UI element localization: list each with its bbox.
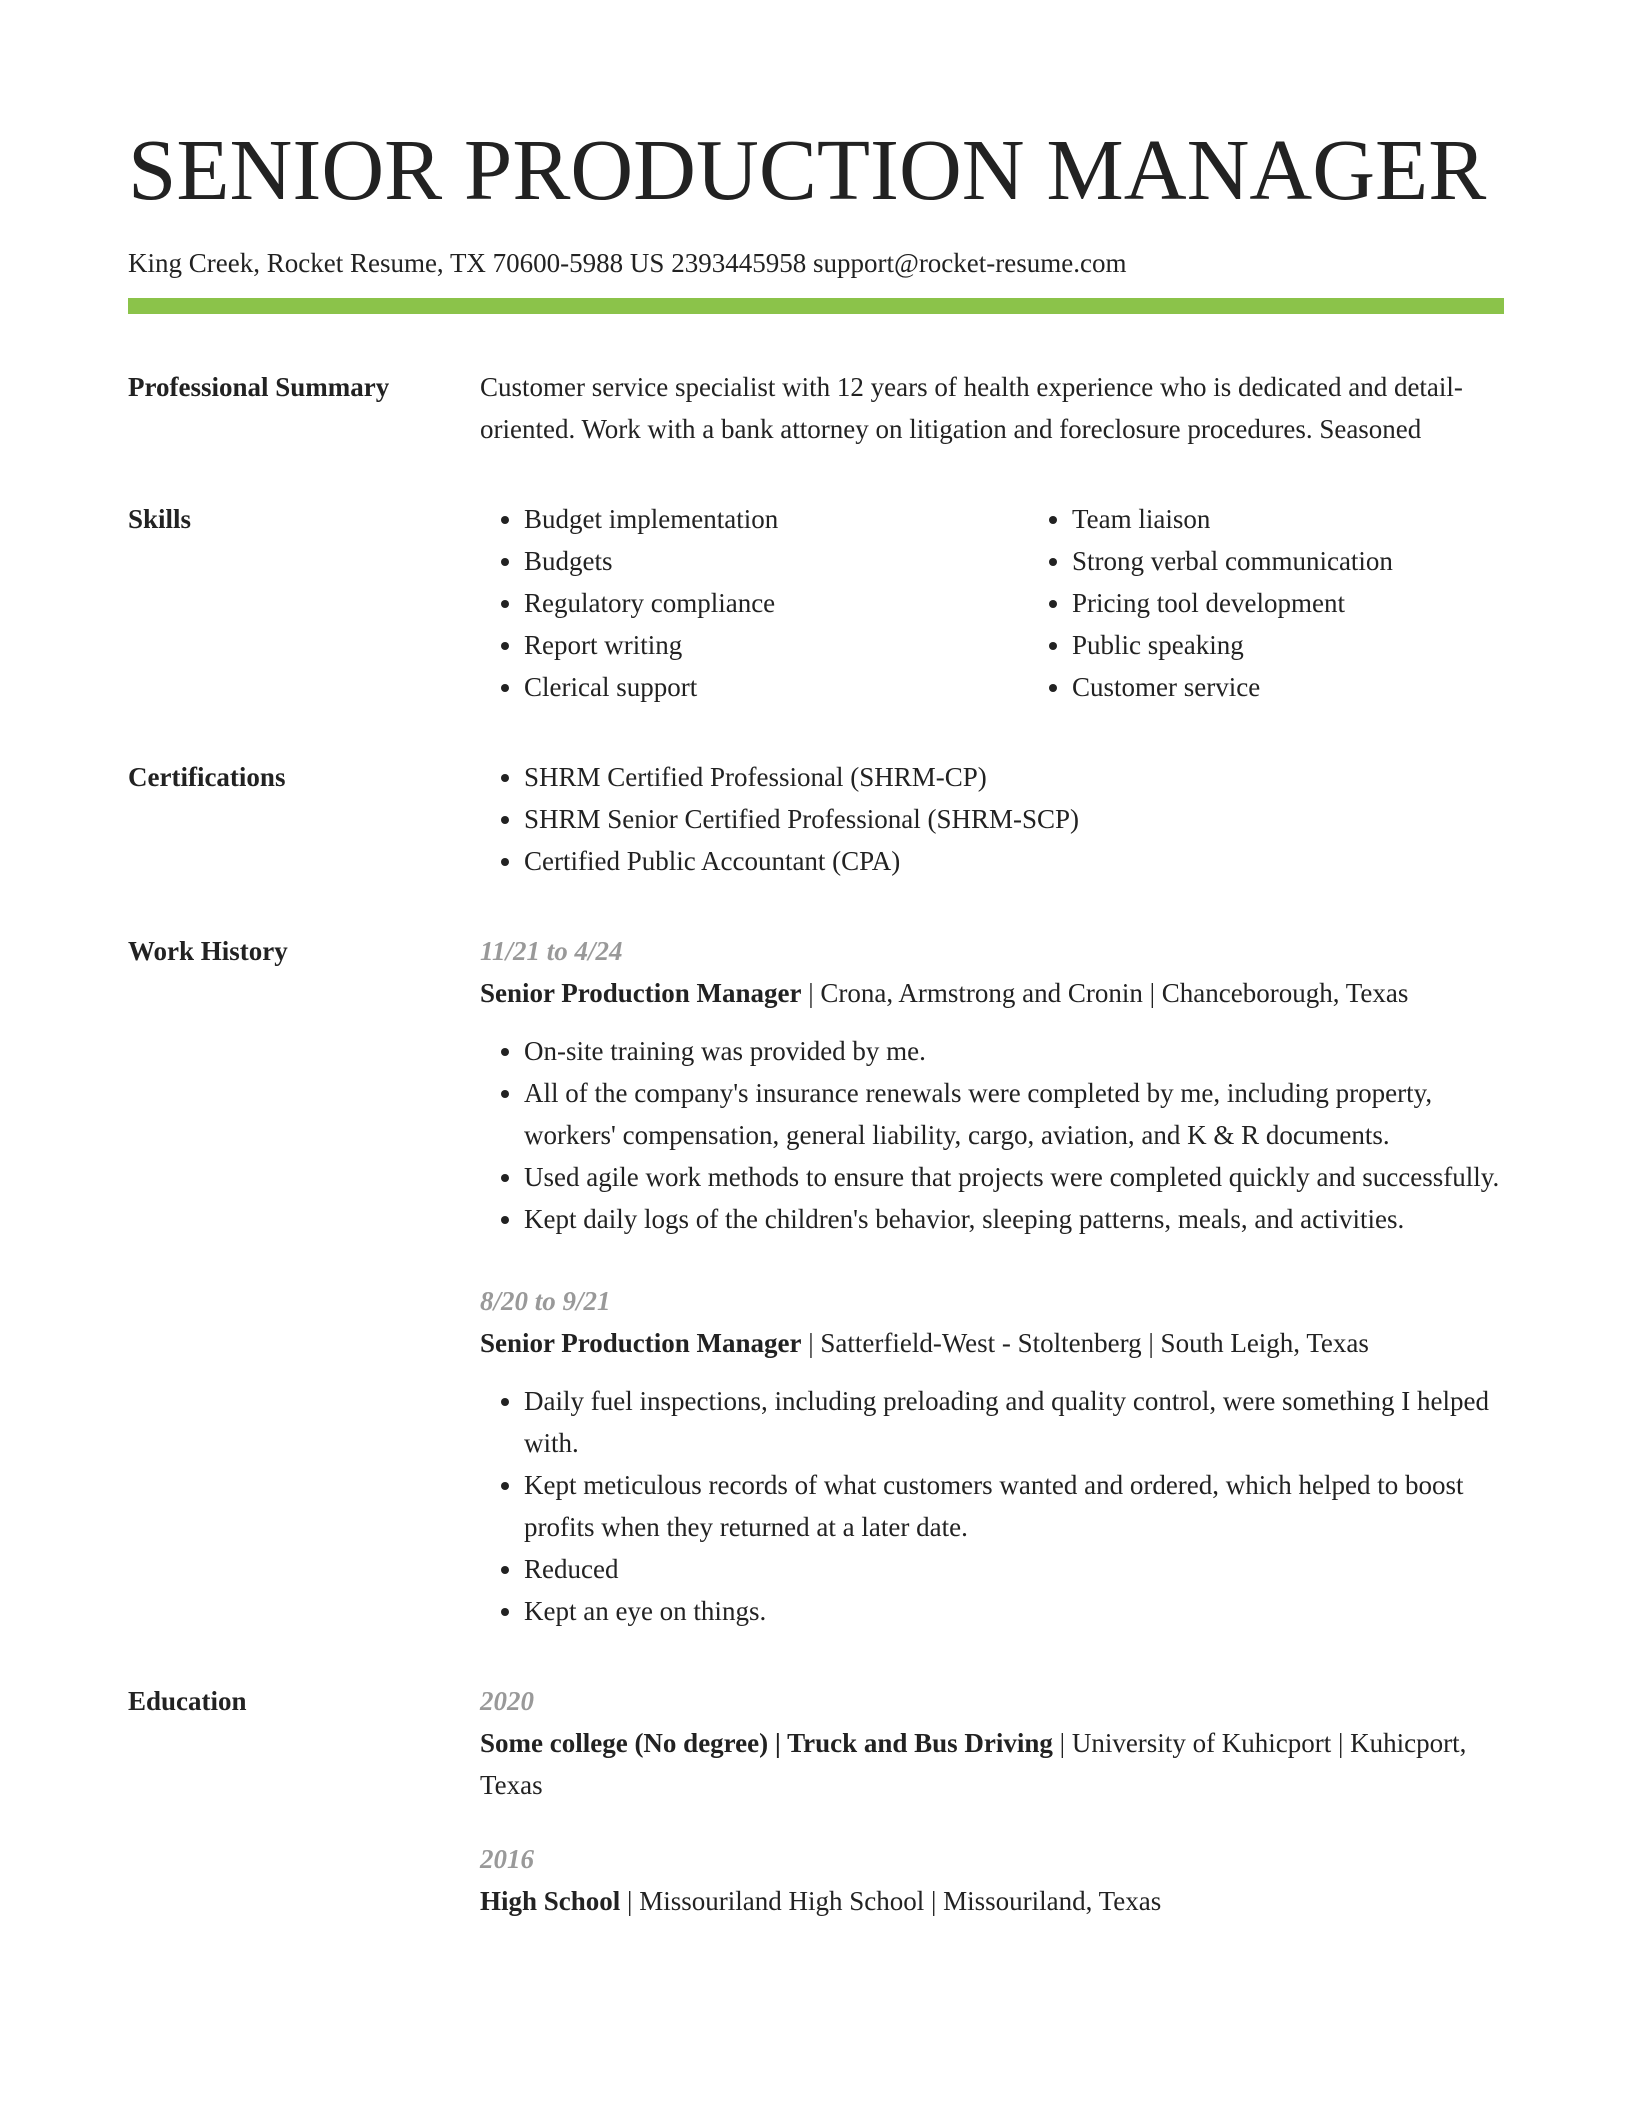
education-school-location: | Missouriland High School | Missouriland, Texas — [620, 1886, 1162, 1916]
skill-item: • Budget implementation — [524, 498, 1028, 540]
job-bullet: • On-site training was provided by me. — [524, 1030, 1504, 1072]
education-heading — [480, 1722, 1504, 1806]
job-bullet: • All of the company's insurance renewals were completed by me, including property, workers' compensation, general liability, cargo, aviation, and K & R documents. — [524, 1072, 1504, 1156]
job-bullets — [480, 1030, 1504, 1240]
work-history-body — [480, 930, 1504, 1632]
skills-list-left — [480, 498, 1028, 708]
skills-list-right — [1028, 498, 1576, 708]
job-entry — [480, 1280, 1504, 1632]
job-bullet: • Used agile work methods to ensure that projects were completed quickly and successfully. — [524, 1156, 1504, 1198]
skill-item: • Budgets — [524, 540, 1028, 582]
skill-item: • Regulatory compliance — [524, 582, 1028, 624]
skill-item: • Team liaison — [1072, 498, 1576, 540]
contact-email: support@rocket-resume.com — [812, 248, 1127, 278]
section-title-certifications: Certifications — [128, 762, 286, 792]
summary-text: Customer service specialist with 12 years of health experience who is dedicated and detail-oriented. Work with a bank attorney on litigation and foreclosure procedures. Seasoned — [480, 372, 1463, 444]
job-dates: 11/21 to 4/24 — [480, 936, 623, 966]
education-body — [480, 1680, 1504, 1922]
section-title-skills: Skills — [128, 504, 192, 534]
summary-section — [128, 366, 1504, 450]
certifications-list — [480, 756, 1504, 882]
job-dates: 8/20 to 9/21 — [480, 1286, 611, 1316]
skill-item: • Clerical support — [524, 666, 1028, 708]
job-bullet: • Reduced — [524, 1548, 1504, 1590]
education-year: 2020 — [480, 1686, 534, 1716]
skill-item: • Strong verbal communication — [1072, 540, 1576, 582]
work-history-section — [128, 930, 1504, 1632]
skills-grid — [480, 498, 1576, 708]
certification-item: • SHRM Certified Professional (SHRM-CP) — [524, 756, 1504, 798]
education-entry — [480, 1680, 1504, 1806]
education-section — [128, 1680, 1504, 1922]
job-heading — [480, 1322, 1504, 1364]
skill-item: • Public speaking — [1072, 624, 1576, 666]
job-bullets — [480, 1380, 1504, 1632]
education-degree: High School — [480, 1886, 621, 1916]
resume-page — [128, 0, 1504, 1922]
contact-address: King Creek, Rocket Resume, TX 70600-5988 US — [128, 248, 665, 278]
job-heading — [480, 972, 1504, 1014]
certification-item: • SHRM Senior Certified Professional (SHRM-SCP) — [524, 798, 1504, 840]
job-company-location: | Crona, Armstrong and Cronin | Chanceborough, Texas — [801, 978, 1409, 1008]
certification-item: • Certified Public Accountant (CPA) — [524, 840, 1504, 882]
job-bullet: • Kept meticulous records of what customers wanted and ordered, which helped to boost profits when they returned at a later date. — [524, 1464, 1504, 1548]
section-title-education: Education — [128, 1686, 247, 1716]
header-divider — [128, 298, 1504, 314]
contact-phone: 2393445958 — [671, 248, 807, 278]
certifications-section — [128, 756, 1504, 882]
job-bullet: • Daily fuel inspections, including preloading and quality control, were something I helped with. — [524, 1380, 1504, 1464]
education-year: 2016 — [480, 1844, 534, 1874]
contact-line — [128, 246, 1504, 280]
skill-item: • Customer service — [1072, 666, 1576, 708]
resume-title: SENIOR PRODUCTION MANAGER — [128, 121, 1487, 218]
certifications-body — [480, 756, 1504, 882]
education-heading — [480, 1880, 1504, 1922]
job-entry — [480, 930, 1504, 1240]
section-title-work-history: Work History — [128, 936, 288, 966]
skill-item: • Pricing tool development — [1072, 582, 1576, 624]
job-bullet: • Kept an eye on things. — [524, 1590, 1504, 1632]
job-role: Senior Production Manager — [480, 978, 802, 1008]
skills-section — [128, 498, 1504, 708]
job-role: Senior Production Manager — [480, 1328, 802, 1358]
job-company-location: | Satterfield-West - Stoltenberg | South Leigh, Texas — [801, 1328, 1369, 1358]
education-degree: Some college (No degree) | Truck and Bus Driving — [480, 1728, 1053, 1758]
job-bullet: • Kept daily logs of the children's behavior, sleeping patterns, meals, and activities. — [524, 1198, 1504, 1240]
summary-body — [480, 366, 1504, 450]
skill-item: • Report writing — [524, 624, 1028, 666]
section-title-summary: Professional Summary — [128, 372, 390, 402]
education-entry — [480, 1838, 1504, 1922]
education-school-location: | University of Kuhicport | Kuhicport, Texas — [480, 1728, 1467, 1800]
